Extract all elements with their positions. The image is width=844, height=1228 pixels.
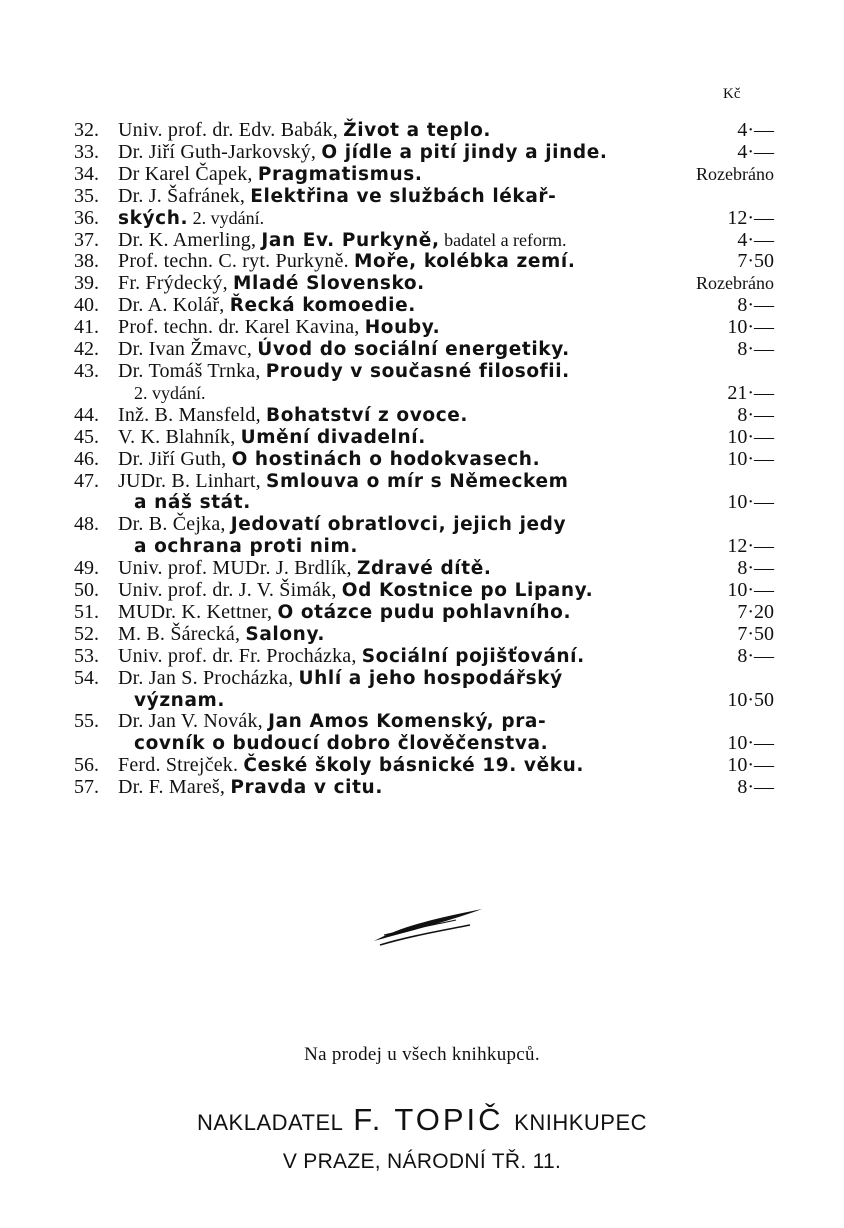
entry-line: [118, 668, 774, 690]
book-title: Moře, kolébka zemí.: [353, 251, 576, 273]
price: 10·—: [727, 732, 774, 755]
book-title: Řecká komoedie.: [229, 295, 416, 317]
entry-number: 42.: [74, 338, 99, 361]
entry-line: [118, 339, 774, 361]
entry-number: 35.: [74, 184, 99, 207]
entry-number: 37.: [74, 228, 99, 251]
author: Dr. Jan S. Procházka,: [118, 666, 299, 689]
book-title: Uhlí a jeho hospodářský: [298, 667, 563, 689]
entry-number: 39.: [74, 272, 99, 295]
book-title: Salony.: [245, 623, 326, 645]
author: Univ. prof. dr. Fr. Procházka,: [118, 644, 362, 667]
list-item: [74, 361, 774, 405]
entry-line: [118, 646, 774, 668]
entry-line: [118, 755, 774, 777]
list-item: [74, 208, 774, 230]
author: Dr. Jiří Guth-Jarkovský,: [118, 140, 322, 163]
entry-number: 46.: [74, 447, 99, 470]
entry-line: [118, 580, 774, 602]
entry-number: 32.: [74, 119, 99, 141]
list-item: [74, 602, 774, 624]
entry-line: [118, 186, 774, 208]
entry-line: [118, 514, 774, 536]
entry-number: 34.: [74, 162, 99, 185]
list-item: [74, 120, 774, 142]
author: Dr. F. Mareš,: [118, 776, 231, 799]
price: 7·20: [737, 600, 774, 623]
book-title: Houby.: [364, 317, 441, 339]
list-item: [74, 230, 774, 252]
author: Dr. J. Šafránek,: [118, 184, 251, 207]
book-title: Proudy v současné filosofii.: [265, 360, 570, 382]
author: V. K. Blahník,: [118, 425, 241, 448]
book-title: covník o budoucí dobro člověčenstva.: [134, 733, 549, 755]
entry-number: 57.: [74, 776, 99, 799]
entry-number: 43.: [74, 359, 99, 382]
list-item: [74, 558, 774, 580]
entry-number: 54.: [74, 666, 99, 689]
book-title: a náš stát.: [134, 492, 251, 514]
list-item: [74, 142, 774, 164]
author: MUDr. K. Kettner,: [118, 600, 278, 623]
author: Dr Karel Čapek,: [118, 162, 258, 185]
book-list: [74, 120, 774, 799]
author: Univ. prof. dr. J. V. Šimák,: [118, 579, 342, 602]
book-title: Pragmatismus.: [257, 163, 423, 185]
price: 10·—: [727, 425, 774, 448]
list-item: [74, 646, 774, 668]
book-title: České školy básnické 19. věku.: [243, 755, 585, 777]
book-title: ských.: [118, 207, 189, 229]
entry-number: 38.: [74, 250, 99, 273]
price: 10·—: [727, 579, 774, 602]
author: M. B. Šárecká,: [118, 622, 246, 645]
book-title: Úvod do sociální energetiky.: [257, 339, 570, 361]
book-title: Život a teplo.: [343, 120, 492, 141]
entry-number: 40.: [74, 294, 99, 317]
price: 8·—: [737, 776, 774, 799]
entry-line: [118, 317, 774, 339]
list-item: [74, 251, 774, 273]
price: 8·—: [737, 403, 774, 426]
price: 10·—: [727, 491, 774, 514]
list-item: [74, 514, 774, 558]
list-item: [74, 186, 774, 208]
price: 7·50: [737, 250, 774, 273]
list-item: [74, 295, 774, 317]
entry-line: [118, 558, 774, 580]
author: Fr. Frýdecký,: [118, 272, 234, 295]
book-title: a ochrana proti nim.: [134, 536, 358, 558]
book-title: Bohatství z ovoce.: [266, 404, 469, 426]
price: 21·—: [727, 381, 774, 404]
entry-number: 47.: [74, 469, 99, 492]
entry-line: [118, 295, 774, 317]
entry-number: 55.: [74, 710, 99, 733]
entry-number: 52.: [74, 622, 99, 645]
author: Dr. Tomáš Trnka,: [118, 359, 266, 382]
publisher-name: F. TOPIČ: [353, 1102, 504, 1137]
entry-number: 49.: [74, 557, 99, 580]
author: Prof. techn. C. ryt. Purkyně.: [118, 250, 354, 273]
entry-line: [118, 492, 774, 514]
entry-number: 53.: [74, 644, 99, 667]
publisher-line: [0, 1102, 844, 1138]
entry-line: [118, 120, 774, 142]
list-item: [74, 471, 774, 515]
book-title: Jedovatí obratlovci, jejich jedy: [230, 514, 567, 536]
entry-note: badatel a reform.: [439, 229, 567, 250]
entry-number: 56.: [74, 754, 99, 777]
entry-line: [118, 427, 774, 449]
entry-note: 2. vydání.: [188, 207, 265, 228]
price: 8·—: [737, 644, 774, 667]
book-title: O otázce pudu pohlavního.: [277, 601, 572, 623]
entry-note: 2. vydání.: [134, 382, 206, 403]
author: JUDr. B. Linhart,: [118, 469, 267, 492]
list-item: [74, 668, 774, 712]
author: Ferd. Strejček.: [118, 754, 244, 777]
list-item: [74, 427, 774, 449]
entry-number: 45.: [74, 425, 99, 448]
price: 10·—: [727, 447, 774, 470]
price: 7·50: [737, 622, 774, 645]
author: Dr. B. Čejka,: [118, 513, 231, 536]
entry-line: [118, 230, 774, 252]
entry-line: [118, 690, 774, 712]
entry-line: [118, 164, 774, 186]
book-title: Od Kostnice po Lipany.: [341, 580, 594, 602]
price: 4·—: [737, 228, 774, 251]
entry-line: [118, 624, 774, 646]
price: 12·—: [727, 535, 774, 558]
publisher-address: V PRAZE, NÁRODNÍ TŘ. 11.: [282, 1150, 562, 1173]
price: 10·50: [727, 688, 774, 711]
book-title: Elektřina ve službách lékař-: [250, 185, 557, 207]
currency-header: Kč: [723, 86, 741, 102]
book-title: význam.: [134, 689, 226, 711]
book-title: Zdravé dítě.: [356, 558, 492, 580]
price: Rozebráno: [696, 273, 774, 294]
author: Univ. prof. MUDr. J. Brdlík,: [118, 557, 357, 580]
entry-number: 48.: [74, 513, 99, 536]
entry-number: 41.: [74, 316, 99, 339]
entry-number: 50.: [74, 579, 99, 602]
author: Prof. techn. dr. Karel Kavina,: [118, 316, 365, 339]
list-item: [74, 777, 774, 799]
book-title: Sociální pojišťování.: [361, 645, 585, 667]
entry-line: [118, 777, 774, 799]
book-title: Pravda v citu.: [230, 777, 383, 799]
price: 8·—: [737, 557, 774, 580]
ornament-icon: [370, 905, 488, 947]
entry-line: [118, 405, 774, 427]
list-item: [74, 711, 774, 755]
sale-note: Na prodej u všech knihkupců.: [304, 1044, 540, 1065]
list-item: [74, 405, 774, 427]
list-item: [74, 317, 774, 339]
entry-line: [118, 733, 774, 755]
entry-line: [118, 142, 774, 164]
author: Dr. K. Amerling,: [118, 228, 262, 251]
price: 8·—: [737, 338, 774, 361]
price: 8·—: [737, 294, 774, 317]
author: Inž. B. Mansfeld,: [118, 403, 267, 426]
list-item: [74, 755, 774, 777]
publisher-suffix: KNIHKUPEC: [514, 1110, 648, 1135]
entry-number: 33.: [74, 140, 99, 163]
book-title: Umění divadelní.: [240, 426, 426, 448]
entry-line: [118, 273, 774, 295]
publisher-prefix: NAKLADATEL: [196, 1110, 343, 1135]
entry-line: [118, 383, 774, 405]
list-item: [74, 580, 774, 602]
price: 10·—: [727, 754, 774, 777]
entry-number: 36.: [74, 206, 99, 229]
entry-line: [118, 711, 774, 733]
entry-line: [118, 536, 774, 558]
list-item: [74, 164, 774, 186]
entry-line: [118, 449, 774, 471]
author: Univ. prof. dr. Edv. Babák,: [118, 119, 344, 141]
list-item: [74, 273, 774, 295]
book-title: O jídle a pití jindy a jinde.: [321, 141, 608, 163]
price: 10·—: [727, 316, 774, 339]
entry-line: [118, 251, 774, 273]
list-item: [74, 624, 774, 646]
list-item: [74, 449, 774, 471]
book-title: Jan Amos Komenský, pra-: [268, 711, 547, 733]
book-title: O hostinách o hodokvasech.: [231, 448, 541, 470]
list-item: [74, 339, 774, 361]
price: 4·—: [737, 119, 774, 141]
price: 12·—: [727, 206, 774, 229]
entry-line: [118, 361, 774, 383]
price: 4·—: [737, 140, 774, 163]
author: Dr. A. Kolář,: [118, 294, 230, 317]
book-title: Jan Ev. Purkyně,: [261, 229, 440, 251]
entry-line: [118, 602, 774, 624]
price: Rozebráno: [696, 163, 774, 184]
author: Dr. Ivan Žmavc,: [118, 338, 258, 361]
book-title: Smlouva o mír s Německem: [266, 470, 569, 492]
entry-number: 44.: [74, 403, 99, 426]
author: Dr. Jiří Guth,: [118, 447, 232, 470]
entry-line: [118, 471, 774, 493]
entry-number: 51.: [74, 600, 99, 623]
author: Dr. Jan V. Novák,: [118, 710, 269, 733]
entry-line: [118, 208, 774, 230]
book-title: Mladé Slovensko.: [233, 273, 425, 295]
